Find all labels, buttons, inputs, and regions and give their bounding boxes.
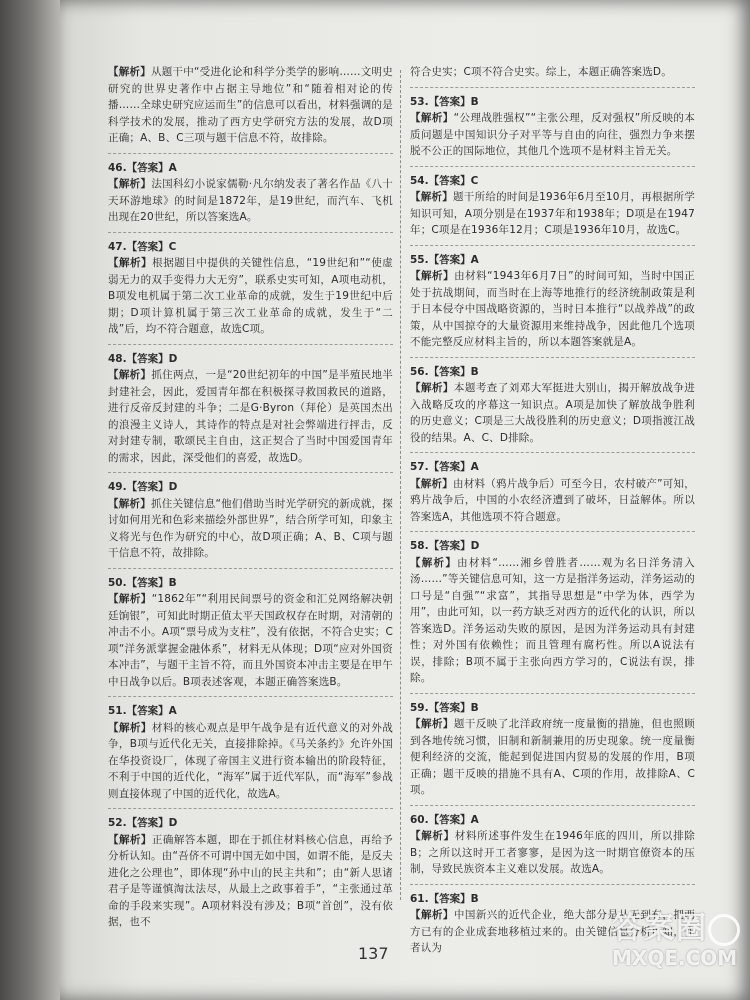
question-number: 50. [108, 576, 127, 589]
answer-tag: 【答案】 [126, 481, 169, 493]
explanation [410, 828, 695, 878]
answer-value: A [168, 705, 177, 717]
answer-item [108, 160, 393, 226]
answer-item [108, 239, 393, 338]
answer-tag: 【答案】 [126, 240, 169, 253]
item-separator [108, 696, 393, 697]
explanation-text: 根据题目中提供的关键性信息，“19世纪和”“使虚弱无力的双手变得力大无穷”，联系史实可知，A项电动机，B项发电机属于第二次工业革命的成就，发生于19世纪中后期；D项计算机属于第三次工业革命的成就，发生于“二战”后，均不符合题意，故选C项。 [108, 257, 393, 335]
explanation [108, 176, 393, 226]
answer-item [108, 351, 393, 467]
answer-value: D [168, 352, 178, 365]
explanation-text: 法国科幻小说家儒勒·凡尔纳发表了著名作品《八十天环游地球》的时间是1872年，是19世纪，而汽车、飞机出现在20世纪，所以答案选A。 [108, 178, 393, 223]
answer-value: B [470, 365, 479, 378]
answer-line [108, 160, 393, 177]
page-number: 137 [358, 944, 389, 963]
answer-tag: 【答案】 [428, 540, 471, 552]
explanation-tag: 【解析】 [108, 257, 153, 269]
answer-item [410, 459, 695, 525]
explanation-tag: 【解析】 [410, 112, 454, 124]
answer-line [410, 173, 695, 190]
answer-item [108, 479, 393, 562]
explanation-text: 材料的核心观点是甲午战争是有近代意义的对外战争，B项与近代化无关，直接排除掉。《马关条约》允许外国在华投资设厂，体现了帝国主义进行资本输出的阶段特征，不利于中国的近代化，“海军”属于近代军队，而“海军”参战则直接体现了中国的近代化，故选A。 [108, 721, 393, 800]
explanation-tag: 【解析】 [410, 382, 454, 394]
answer-tag: 【答案】 [428, 174, 471, 187]
answer-value: B [470, 892, 479, 905]
explanation-tag: 【解析】 [108, 721, 152, 734]
explanation-text: 抓住关键信息“他们借助当时光学研究的新成就，探讨如何用光和色彩来描绘外部世界”，结合所学可知，印象主义将光与色作为研究的中心，故D项正确；A、B、C项与题干信息不符，故排除。 [108, 497, 393, 559]
explanation [108, 832, 393, 931]
question-number: 58. [410, 540, 429, 552]
answer-value: D [168, 481, 178, 493]
explanation-text: “1862年”“利用民间票号的资金和汇兑网络解决朝廷饷银”，可知此时期正值太平天国政权存在时期，对清朝的冲击不小。A项“票号成为支柱”，没有依据，不符合史实；C项“洋务派掌握金融体系”，材料无从体现；D项“应对外国资本冲击”，与题干主旨不符，而且外国资本冲击主要是在甲午中日战争以后。B项表述客观，本题正确答案选B。 [108, 593, 393, 688]
explanation-tag: 【解析】 [108, 593, 152, 605]
explanation-text: “公理战胜强权”“主张公理，反对强权”所反映的本质问题是中国知识分子对平等与自由的向往，强烈力争来摆脱不公正的国际地位，其他几个选项不是材料主旨无关。 [410, 112, 695, 157]
answer-item [410, 173, 695, 239]
answer-line [410, 700, 695, 717]
answer-tag: 【答案】 [428, 95, 471, 108]
item-separator [108, 232, 393, 233]
explanation-text: 本题考查了刘邓大军挺进大别山，揭开解放战争进入战略反攻的序幕这一知识点。A项是加快了解放战争胜利的历史意义；C项是三大战役胜利的历史意义；D项指渡江战役的结果。A、C、D排除。 [410, 382, 695, 444]
answer-tag: 【答案】 [428, 461, 471, 473]
answer-item [108, 64, 393, 147]
explanation-text: 由材料“……湘乡曾胜者……观为名日洋务清入汤……”等关键信息可知，这一方是指洋务运动，洋务运动的口号是“自强”“求富”，其指导思想是“中学为体，西学为用”，由此可知，以一药方缺乏对西方的近代化的认识，所以答案选D。洋务运动失败的原因，是因为洋务运动具有封建性；对外国有依赖性；而且管理有腐朽性。所以A说法有误，排除；B项不属于主张向西方学习的，C说法有误，排除。 [410, 556, 696, 684]
item-separator [410, 693, 695, 694]
explanation-text: 从题干中“受进化论和科学分类学的影响……文明史研究的世界史著作中占据主导地位”和“随着相对论的传播……全球史研究应运而生”的信息可以看出，材料强调的是科学技术的发展，推动了西方史学研究方法的发展，故D项正确；A、B、C三项与题干信息不符，故排除。 [108, 66, 393, 144]
question-number: 59. [410, 701, 429, 714]
explanation-text: 由材料“1943年6月7日”的时间可知，当时中国正处于抗战期间，而当时在上海等地推行的经济统制政策是利于日本侵夺中国战略资源的，当时日本推行“以战养战”的政策，从中国掠夺的大量资源用来维持战争，因此他几个选项不能完整反应材料主旨的，所以本题答案就是A。 [410, 270, 695, 348]
question-number: 53. [410, 95, 429, 108]
answer-line [108, 703, 393, 720]
question-number: 46. [108, 161, 127, 174]
answer-item [410, 538, 695, 687]
adjacent-page-edge [0, 0, 60, 1000]
explanation-text: 题干反映了北洋政府统一度量衡的措施，但也照顾到各地传统习惯，旧制和新制兼用的历史现象。统一度量衡便利经济的交流，能起到促进国内贸易的发展的作用，B项正确；题干反映的措施不具有A、C项的作用，故排除A、C项。 [410, 718, 695, 796]
question-number: 48. [108, 352, 127, 365]
answer-line [108, 815, 393, 832]
item-separator [410, 531, 695, 532]
answer-line [410, 812, 695, 829]
left-column [108, 64, 393, 937]
answer-line [108, 479, 393, 496]
item-separator [108, 808, 393, 809]
item-separator [410, 245, 695, 246]
explanation [410, 476, 695, 526]
answer-item [108, 703, 393, 802]
answer-item [410, 812, 695, 878]
answer-value: C [470, 174, 479, 187]
answer-item [108, 575, 393, 691]
explanation-tag: 【解析】 [410, 191, 454, 203]
item-separator [410, 452, 695, 453]
question-number: 56. [410, 365, 429, 378]
question-number: 57. [410, 461, 429, 473]
answer-item [410, 364, 695, 447]
watermark-url: MXQE.COM [612, 946, 738, 970]
answer-tag: 【答案】 [126, 817, 169, 829]
explanation-tag: 【解析】 [108, 497, 151, 510]
explanation-tag: 【解析】 [108, 66, 151, 78]
explanation-tag: 【解析】 [410, 270, 455, 282]
answer-value: A [168, 161, 177, 174]
answer-tag: 【答案】 [428, 701, 471, 714]
answer-line [410, 364, 695, 381]
explanation-text: 符合史实；C项不符合史实。综上，本题正确答案选D。 [410, 66, 672, 78]
watermark-logo [612, 912, 742, 992]
explanation [108, 255, 393, 338]
explanation-tag: 【解析】 [410, 718, 454, 730]
answer-tag: 【答案】 [126, 576, 169, 589]
explanation-text: 材料所述事件发生在1946年底的四川，所以排除B；之所以这时开工者寥寥，是因为这一时期官僚资本的压制，导致民族资本主义难以发展。故选A。 [410, 830, 695, 875]
explanation [108, 496, 393, 562]
question-number: 55. [410, 253, 429, 266]
answer-item [410, 64, 695, 81]
answer-value: B [470, 95, 479, 108]
watermark-logo-text: 答案圈 [612, 911, 708, 946]
answer-tag: 【答案】 [428, 813, 471, 826]
explanation-tag: 【解析】 [410, 556, 458, 569]
answer-line [410, 891, 695, 908]
question-number: 61. [410, 892, 429, 905]
explanation-tag: 【解析】 [108, 178, 152, 190]
question-number: 54. [410, 174, 429, 187]
explanation [410, 555, 695, 687]
answer-value: D [470, 540, 480, 552]
answer-line [108, 575, 393, 592]
explanation [410, 380, 695, 446]
item-separator [108, 344, 393, 345]
answer-tag: 【答案】 [126, 352, 169, 365]
explanation-text: 正确解答本题，即在于抓住材料核心信息，再给予分析认知。由“吾侪不可谓中国无如中国，如谓不能，是反夫进化之公理也”，即体现“孙中山的民主共和”；由“新人思诸君子是等谨慎淘汰法尽，从最上之政事着手”，“主张通过革命的手段来实现”。A项材料没有涉及；B项“首创”，没有依据，也不 [108, 833, 393, 928]
item-separator [410, 805, 695, 806]
answer-tag: 【答案】 [126, 705, 169, 717]
answer-line [108, 351, 393, 368]
answer-value: A [470, 461, 479, 473]
explanation [410, 189, 695, 239]
answer-item [410, 700, 695, 799]
question-number: 60. [410, 813, 429, 826]
answer-tag: 【答案】 [428, 253, 471, 266]
right-column [410, 64, 695, 963]
explanation [410, 64, 695, 81]
answer-item [410, 94, 695, 160]
item-separator [410, 884, 695, 885]
watermark-ring-icon [708, 914, 740, 946]
answer-tag: 【答案】 [126, 161, 169, 174]
explanation [108, 367, 393, 466]
item-separator [410, 87, 695, 88]
item-separator [108, 472, 393, 473]
item-separator [108, 568, 393, 569]
explanation [410, 716, 695, 799]
explanation-tag: 【解析】 [108, 369, 152, 381]
explanation-text: 题干所给的时间是1936年6月至10月，再根据所学知识可知，A项分别是在1937年和1938年；D项是在1947年；C项是在1936年12月；C项是1936年10月，故选C。 [410, 191, 695, 236]
question-number: 47. [108, 240, 127, 253]
answer-value: A [470, 253, 479, 266]
item-separator [410, 357, 695, 358]
answer-value: B [168, 576, 177, 589]
explanation-text: 抓住两点，一是“20世纪初年的中国”是半殖民地半封建社会，因此，爱国青年都在积极探寻救国救民的道路，进行反帝反封建的斗争；二是G·Byron（拜伦）是英国杰出的浪漫主义诗人，其诗作的特点是对社会弊端进行抨击，反对封建专制，歌颂民主自由，这正契合了当时中国爱国青年的需求，因此，深受他们的喜爱，故选D。 [108, 369, 393, 464]
answer-item [410, 252, 695, 351]
explanation-tag: 【解析】 [108, 833, 152, 846]
question-number: 49. [108, 481, 127, 493]
explanation [108, 720, 393, 803]
question-number: 52. [108, 817, 127, 829]
answer-line [410, 459, 695, 476]
explanation-text: 由材料（鸦片战争后）可至今日，农村破产”可知，鸦片战争后，中国的小农经济遭到了破坏，日益解体。所以答案选A，其他选项不符合题意。 [410, 477, 695, 523]
answer-line [108, 239, 393, 256]
explanation-text: 中国新兴的近代企业，绝大部分是从无到有，把西方已有的企业成套地移植过来的。由关键信息分析可知，作者认为 [410, 909, 695, 954]
explanation [410, 268, 695, 351]
answer-tag: 【答案】 [428, 365, 471, 378]
answer-value: B [470, 701, 479, 714]
answer-value: A [470, 813, 479, 826]
answer-item [108, 815, 393, 931]
explanation [108, 64, 393, 147]
answer-tag: 【答案】 [428, 892, 471, 905]
item-separator [108, 153, 393, 154]
answer-value: D [168, 817, 178, 829]
column-divider [400, 70, 401, 900]
explanation [108, 591, 393, 690]
explanation [410, 110, 695, 160]
answer-value: C [168, 240, 177, 253]
item-separator [410, 166, 695, 167]
answer-line [410, 538, 695, 555]
answer-line [410, 94, 695, 111]
explanation-tag: 【解析】 [410, 477, 453, 490]
answer-line [410, 252, 695, 269]
question-number: 51. [108, 705, 127, 717]
explanation-tag: 【解析】 [410, 909, 454, 921]
explanation-tag: 【解析】 [410, 830, 455, 842]
